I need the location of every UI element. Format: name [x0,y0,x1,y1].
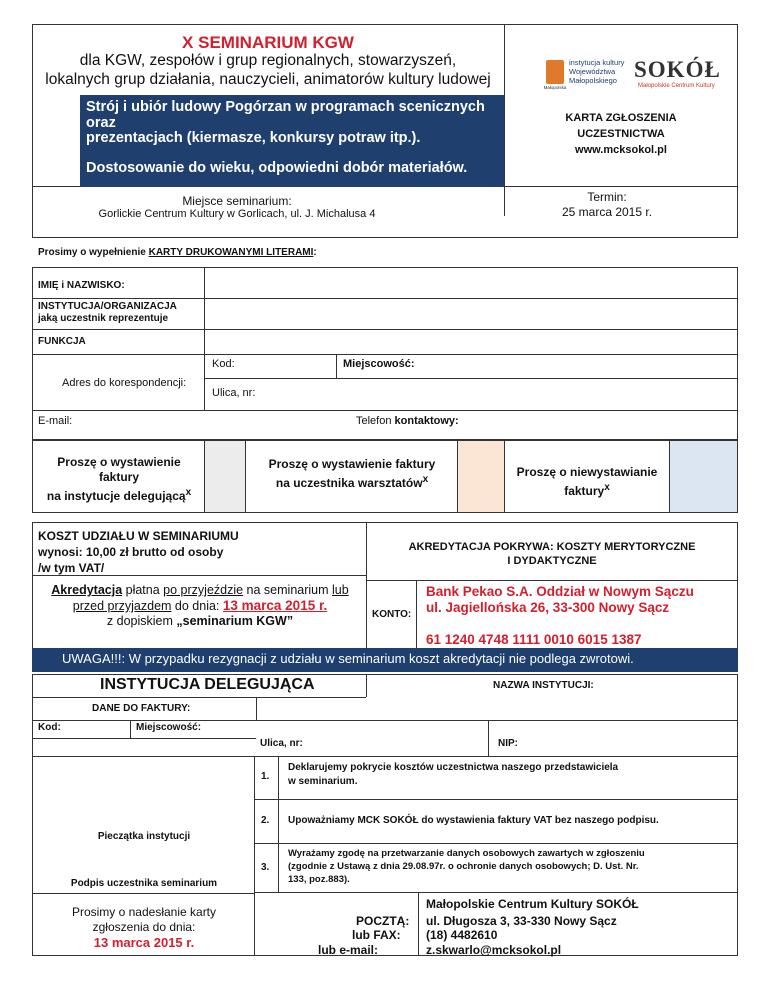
warning-text: UWAGA!!!: W przypadku rezygnacji z udziału w seminarium koszt akredytacji nie podlega zwrotowi. [62,651,634,666]
invoice-data-label: DANE DO FAKTURY: [92,703,191,714]
place-value: Gorlickie Centrum Kultury w Gorlicach, ul. J. Michalusa 4 [98,208,376,220]
declaration-3-number: 3. [261,862,270,873]
declaration-2: Upoważniamy MCK SOKÓŁ do wystawienia faktury VAT bez naszego podpisu. [288,815,659,826]
form-line [32,354,738,355]
deleg-line [256,697,257,720]
deleg-line [254,892,738,893]
deleg-city-label[interactable]: Miejscowość: [136,722,202,733]
name-field[interactable] [206,270,736,296]
invoice-checkbox-participant[interactable] [457,441,505,512]
declaration-3: Wyrażamy zgodę na przetwarzanie danych osobowych zawartych w zgłoszeniu (zgodnie z Ustawą z dnia 29.08.97r. o ochronie danych osobowych; D. Ust. Nr. 133, poz.883). [288,848,645,885]
cost-heading: KOSZT UDZIAŁU W SEMINARIUMU wynosi: 10,00 zł brutto od osoby /w tym VAT/ [38,529,239,575]
deleg-line [418,892,419,956]
deleg-line [254,843,738,844]
declaration-1: Deklarujemy pokrycie kosztów uczestnictwa naszego przedstawiciela w seminarium. [288,762,619,787]
account-number: 61 1240 4748 1111 0010 6015 1387 [426,632,642,647]
invoice-checkbox-institution[interactable] [204,441,246,512]
code-label[interactable]: Kod: [212,358,235,370]
deleg-line [256,720,738,721]
logo-sokol: SOKÓŁ [634,57,721,82]
name-label: IMIĘ i NAZWISKO: [38,280,125,291]
function-field[interactable] [206,331,736,352]
date-value: 25 marca 2015 r. [561,205,653,219]
address-label: Adres do korespondencji: [62,377,187,389]
accreditation-coverage: AKREDYTACJA POKRYWA: KOSZTY MERYTORYCZNE I DYDAKTYCZNE [408,541,696,567]
payment-info: Akredytacja płatna po przyjeździe na seminarium lub przed przyjazdem do dnia: 13 marca 2015 r. z dopiskiem „seminarium KGW” [51,583,349,628]
deleg-code-label[interactable]: Kod: [38,722,61,733]
invoice-option-institution: Proszę o wystawienie faktury na instytucje delegującą$^x$ [46,455,192,503]
deleg-line [254,799,738,800]
deleg-line [278,756,279,893]
seminar-subtitle-1: dla KGW, zespołów i grup regionalnych, stowarzyszeń, [79,52,457,69]
institution-name-label[interactable]: NAZWA INSTYTUCJI: [493,680,594,691]
date-label: Termin: [587,190,627,204]
form-line [32,298,738,299]
phone-label[interactable]: Telefon kontaktowy: [356,415,459,427]
malopolska-emblem-icon [546,60,564,84]
bank-name: Bank Pekao S.A. Oddział w Nowym Sączu [426,584,694,599]
fax-value: (18) 4482610 [426,928,498,942]
invoice-checkbox-none[interactable] [669,441,737,512]
form-line [204,378,738,379]
instruction-text: Prosimy o wypełnienie KARTY DRUKOWANYMI LITERAMI: [38,247,317,258]
seminar-title: X SEMINARIUM KGW [182,33,354,52]
declaration-2-number: 2. [261,815,270,826]
email-label[interactable]: E-mail: [38,415,73,427]
deleg-street-label[interactable]: Ulica, nr: [260,738,303,749]
form-line [336,354,337,378]
bank-address: ul. Jagiellońska 26, 33-300 Nowy Sącz [426,600,670,615]
institution-field[interactable] [206,301,736,327]
contact-email-value[interactable]: z.skwarlo@mcksokol.pl [426,943,562,957]
seminar-subtitle-2: lokalnych grup działania, nauczycieli, animatorów kultury ludowej [45,71,491,88]
deleg-line [32,756,738,757]
post-label: POCZTĄ: [356,914,410,928]
deleg-line [254,756,255,956]
contact-email-label: lub e-mail: [318,943,379,957]
fax-label: lub FAX: [352,928,401,942]
card-title-2: UCZESTNICTWA [577,128,665,140]
deleg-line [32,893,254,894]
send-request: Prosimy o nadesłanie karty zgłoszenia do dnia: 13 marca 2015 r. [71,905,217,950]
city-label[interactable]: Miejscowość: [343,358,415,370]
institution-label: INSTYTUCJA/ORGANIZACJA jaką uczestnik reprezentuje [38,301,177,324]
deleg-line [488,720,489,756]
signature-label: Podpis uczestnika seminarium [70,878,218,889]
card-title-1: KARTA ZGŁOSZENIA [565,112,677,124]
function-label: FUNKCJA [38,336,86,347]
delegating-title: INSTYTUCJA DELEGUJĄCA [100,676,315,693]
nip-label[interactable]: NIP: [498,738,518,749]
cost-divider [416,580,417,650]
invoice-option-participant: Proszę o wystawienie faktury na uczestnika warsztatów$^x$ [268,457,436,490]
deleg-line [32,697,366,698]
deleg-line [366,674,367,697]
logo-sokol-subtitle: Małopolskie Centrum Kultury [638,83,715,89]
topic-line-3: Dostosowanie do wieku, odpowiedni dobór materiałów. [86,160,468,176]
form-line [32,329,738,330]
stamp-label: Pieczątka instytucji [97,831,191,842]
deleg-line [130,720,131,738]
street-label[interactable]: Ulica, nr: [212,387,256,399]
form-line [204,267,205,410]
form-line [32,410,738,411]
deleg-line [32,720,256,721]
card-url[interactable]: www.mcksokol.pl [575,144,667,156]
account-label: KONTO: [372,609,412,620]
topic-line-2: prezentacjach (kiermasze, konkursy potraw itp.). [86,130,421,146]
cost-divider [366,580,738,581]
post-address-2: ul. Długosza 3, 33-330 Nowy Sącz [426,914,617,928]
post-address-1: Małopolskie Centrum Kultury SOKÓŁ [426,897,639,911]
declaration-1-number: 1. [261,771,270,782]
malopolska-emblem-label: Małopolska [543,85,567,90]
topic-line-1: Strój i ubiór ludowy Pogórzan w programach scenicznych oraz [86,99,485,131]
cost-divider [366,522,367,650]
invoice-option-none: Proszę o niewystawianie faktury$^x$ [516,465,658,498]
deleg-line [32,738,256,739]
logo-institution-text: instytucja kultury Województwa Małopolskiego [569,58,625,85]
place-label: Miejsce seminarium: [182,194,292,208]
